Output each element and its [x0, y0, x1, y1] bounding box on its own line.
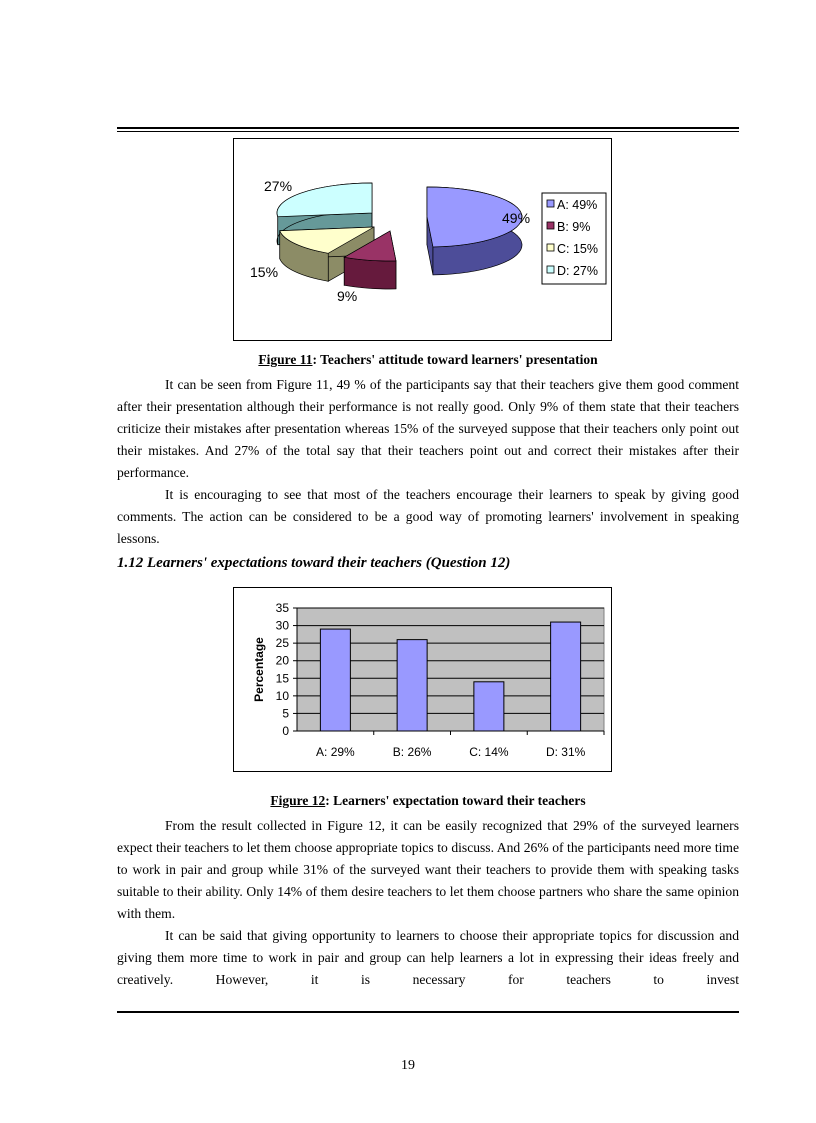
y-tick-label: 10 [275, 688, 289, 703]
figure-11-title: : Teachers' attitude toward learners' presentation [312, 352, 598, 367]
pie-data-label: 27% [264, 178, 293, 194]
x-tick-label: C: 14% [469, 745, 509, 759]
legend-item: D: 27% [557, 264, 598, 278]
bar-3 [551, 622, 581, 731]
legend-swatch-b [547, 222, 554, 229]
paragraph-1 [117, 374, 739, 484]
figure-12-title: : Learners' expectation toward their teachers [325, 793, 586, 808]
legend-item: A: 49% [557, 198, 598, 212]
paragraph-4-text: It can be said that giving opportunity to learners to choose their appropriate topics for discussion and giving them more time to work in pair and group can help learners a lot in expressing their ideas freely and creatively. However, it is necessary for teachers to invest [117, 928, 739, 987]
footer-rule [117, 1011, 739, 1013]
y-tick-label: 35 [275, 601, 289, 615]
figure-11-label: Figure 11 [258, 352, 313, 367]
paragraph-3 [117, 815, 739, 925]
y-tick-label: 25 [275, 636, 289, 651]
legend-swatch-d [547, 266, 554, 273]
legend-swatch-c [547, 244, 554, 251]
bar-1 [397, 640, 427, 731]
figure-11-caption [117, 352, 739, 368]
bar-2 [474, 682, 504, 731]
bar-0 [320, 629, 350, 731]
pie-slice-edge [344, 257, 396, 289]
figure-11-pie-chart [233, 138, 612, 341]
header-rule [117, 127, 739, 132]
bar-svg [234, 588, 611, 771]
y-tick-label: 15 [275, 671, 289, 686]
page-number: 19 [401, 1058, 415, 1073]
pie-data-label: 49% [502, 210, 531, 226]
section-heading: 1.12 Learners' expectations toward their teachers (Question 12) [117, 555, 511, 571]
paragraph-2-text: It is encouraging to see that most of the teachers encourage their learners to speak by giving good comments. The action can be considered to be a good way of promoting learners' involvement in speaking lessons. [117, 487, 739, 546]
x-tick-label: A: 29% [316, 745, 355, 759]
y-tick-label: 30 [275, 618, 289, 633]
legend-item: C: 15% [557, 242, 598, 256]
figure-12-caption [117, 793, 739, 809]
y-tick-label: 5 [282, 706, 289, 721]
x-tick-label: D: 31% [545, 745, 586, 759]
pie-data-label: 9% [337, 288, 358, 304]
legend-item: B: 9% [557, 220, 591, 234]
paragraph-3-text: From the result collected in Figure 12, it can be easily recognized that 29% of the surveyed learners expect their teachers to let them choose appropriate topics to discuss. And 26% of the participants need more time to work in pair and group while 31% of the surveyed want their teachers to provide them with speaking tasks suitable to their ability. Only 14% of them desire teachers to let them choose partners who share the same opinion with them. [117, 818, 739, 921]
y-tick-label: 20 [275, 653, 289, 668]
x-tick-label: B: 26% [392, 745, 432, 759]
figure-12-bar-chart [233, 587, 612, 772]
pie-svg [234, 139, 611, 340]
figure-12-label: Figure 12 [270, 793, 326, 808]
pie-data-label: 15% [250, 264, 279, 280]
paragraph-4 [117, 925, 739, 991]
paragraph-2 [117, 484, 739, 550]
y-tick-label: 0 [282, 724, 289, 738]
paragraph-1-text: It can be seen from Figure 11, 49 % of the participants say that their teachers give them good comment after their presentation although their performance is not really good. Only 9% of them state that their teachers criticize their mistakes after presentation whereas 15% of the surveyed suppose that their teachers only point out their mistakes. And 27% of the total say that their teachers point out and correct their mistakes after their performance. [117, 377, 739, 480]
legend-swatch-a [547, 200, 554, 207]
y-axis-label: Percentage [252, 637, 266, 702]
